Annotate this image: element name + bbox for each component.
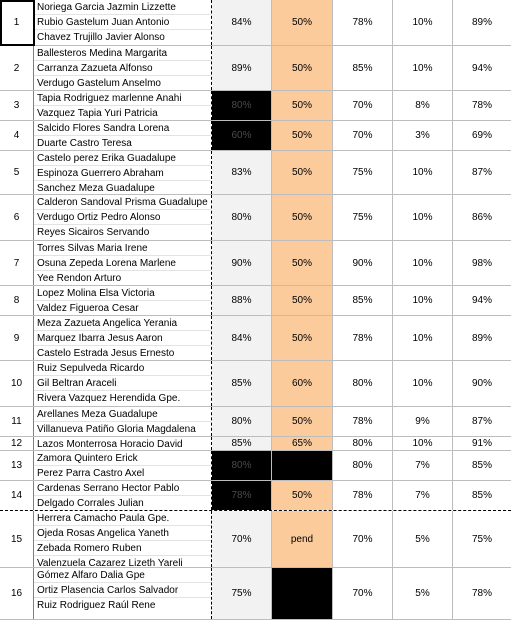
student-name: Herrera Camacho Paula Gpe. [34,511,211,526]
score-cell-d[interactable]: 10% [393,316,453,360]
score-cell-c[interactable]: 70% [333,568,393,619]
score-cell-d[interactable]: 7% [393,451,453,480]
student-name: Verdugo Gastelum Anselmo [37,78,161,89]
names-cell[interactable] [34,568,212,619]
score-cell-d[interactable]: 9% [393,407,453,436]
row-number-cell[interactable]: 7 [0,241,34,285]
score-cell-d[interactable]: 10% [393,46,453,90]
row-number-cell[interactable]: 12 [0,437,34,450]
final-score-cell[interactable]: 87% [471,416,492,427]
final-score-cell[interactable]: 78% [471,588,492,599]
score-cell-b[interactable]: 50% [272,0,333,45]
final-score-cell[interactable]: 94% [471,62,492,74]
student-name: Lopez Molina Elsa Victoria [34,286,211,301]
row-number-cell[interactable]: 11 [0,407,34,436]
student-name: Zamora Quintero Erick [34,451,211,466]
final-score-cell[interactable]: 89% [471,332,492,344]
row-number-cell[interactable]: 4 [0,121,34,150]
score-cell-b[interactable]: 50% [272,481,333,510]
student-name: Valenzuela Cazarez Lizeth Yareli [37,558,183,567]
score-cell-c[interactable]: 75% [333,151,393,194]
score-cell-b[interactable]: 50% [272,151,333,194]
table-row [0,121,511,151]
score-cell-c[interactable]: 70% [333,511,393,567]
score-cell-a[interactable]: 85% [212,361,272,406]
score-cell-d[interactable]: 10% [393,361,453,406]
names-cell[interactable] [34,241,212,285]
student-name: Marquez Ibarra Jesus Aaron [34,331,211,346]
names-cell[interactable] [34,361,212,406]
final-score-cell[interactable]: 98% [471,257,492,269]
names-cell[interactable] [34,151,212,194]
student-name: Meza Zazueta Angelica Yerania [34,316,211,331]
final-score-cell[interactable]: 75% [471,533,492,545]
final-score-cell[interactable]: 86% [471,212,492,223]
score-cell-b[interactable]: 50% [272,46,333,90]
score-cell-b[interactable]: 50% [272,91,333,120]
score-cell-a[interactable]: 80% [212,195,272,240]
score-cell-b[interactable] [272,568,333,619]
score-cell-d[interactable]: 8% [393,91,453,120]
student-name: Ruiz Rodriguez Raúl Rene [37,600,156,611]
student-name: Vazquez Tapia Yuri Patricia [37,108,158,119]
student-name: Yee Rendon Arturo [37,273,122,284]
table-row [0,0,511,46]
final-score-cell[interactable]: 85% [471,460,492,471]
score-cell-b[interactable]: 50% [272,241,333,285]
score-cell-d[interactable]: 5% [393,511,453,567]
score-cell-b[interactable]: 50% [272,286,333,315]
names-cell[interactable] [34,195,212,240]
student-name: Sanchez Meza Guadalupe [37,183,155,194]
table-row [0,91,511,121]
score-cell-c[interactable]: 78% [333,316,393,360]
final-score-cell[interactable]: 91% [471,438,492,449]
score-cell-b[interactable]: 50% [272,407,333,436]
score-cell-a[interactable]: 75% [212,568,272,619]
score-cell-a[interactable]: 88% [212,286,272,315]
names-cell[interactable] [34,121,212,150]
final-score-cell[interactable]: 87% [471,167,492,178]
student-name: Osuna Zepeda Lorena Marlene [34,256,211,271]
student-name: Castelo Estrada Jesus Ernesto [37,348,175,359]
score-cell-b[interactable]: 50% [272,316,333,360]
student-name: Gil Beltran Araceli [34,376,211,391]
final-score-cell[interactable]: 94% [471,295,492,306]
names-cell[interactable] [34,437,212,450]
final-score-cell[interactable]: 89% [471,17,492,28]
score-cell-c[interactable]: 75% [333,195,393,240]
student-name: Tapia Rodriguez marlenne Anahi [34,91,211,106]
score-cell-d[interactable]: 7% [393,481,453,510]
student-name: Verdugo Ortiz Pedro Alonso [34,210,211,225]
score-cell-a[interactable]: 80% [212,451,272,480]
score-cell-a[interactable]: 80% [212,91,272,120]
table-row [0,195,511,241]
score-cell-a[interactable]: 85% [212,437,272,450]
score-cell-b[interactable] [272,451,333,480]
score-cell-a[interactable]: 84% [212,316,272,360]
table-row [0,241,511,286]
table-row [0,568,511,620]
row-number-cell[interactable]: 6 [0,195,34,240]
score-cell-d[interactable]: 10% [393,151,453,194]
score-cell-a[interactable]: 90% [212,241,272,285]
table-row [0,511,511,568]
row-number-cell[interactable]: 13 [0,451,34,480]
table-row [0,437,511,451]
score-cell-b[interactable]: 60% [272,361,333,406]
score-cell-c[interactable]: 80% [333,451,393,480]
score-cell-b[interactable]: 50% [272,195,333,240]
table-row [0,407,511,437]
student-name: Villanueva Patiño Gloria Magdalena [37,424,196,435]
row-number-cell[interactable]: 16 [0,568,34,619]
student-name: Chavez Trujillo Javier Alonso [37,32,165,43]
student-name: Calderon Sandoval Prisma Guadalupe [34,195,211,210]
row-number-cell[interactable]: 15 [0,511,34,567]
score-cell-c[interactable]: 70% [333,121,393,150]
student-name: Ortiz Plasencia Carlos Salvador [34,583,211,598]
student-name: Rubio Gastelum Juan Antonio [34,15,211,30]
student-name: Duarte Castro Teresa [37,138,132,149]
table-row [0,451,511,481]
student-name: Espinoza Guerrero Abraham [34,166,211,181]
row-number-cell[interactable]: 5 [0,151,34,194]
score-cell-d[interactable]: 3% [393,121,453,150]
score-cell-c[interactable]: 70% [333,91,393,120]
student-name: Cardenas Serrano Hector Pablo [34,481,211,496]
score-cell-b[interactable]: pend [272,511,333,567]
score-cell-c[interactable]: 78% [333,481,393,510]
score-cell-a[interactable]: 60% [212,121,272,150]
score-cell-d[interactable]: 10% [393,0,453,45]
student-name: Rivera Vazquez Herendida Gpe. [37,393,181,404]
table-row [0,151,511,195]
student-name: Carranza Zazueta Alfonso [34,61,211,76]
row-number-cell[interactable]: 9 [0,316,34,360]
score-cell-b[interactable]: 50% [272,121,333,150]
names-cell[interactable] [34,91,212,120]
score-cell-d[interactable]: 10% [393,195,453,240]
final-score-cell[interactable]: 90% [471,378,492,389]
student-name: Delgado Corrales Julian [37,498,144,509]
student-name: Zebada Romero Ruben [34,541,211,556]
table-row [0,361,511,407]
student-name: Ojeda Rosas Angelica Yaneth [34,526,211,541]
score-cell-a[interactable]: 70% [212,511,272,567]
names-cell[interactable] [34,46,212,90]
final-score-cell[interactable]: 78% [471,100,492,111]
score-cell-a[interactable]: 89% [212,46,272,90]
score-cell-c[interactable]: 85% [333,46,393,90]
table-row [0,46,511,91]
names-cell[interactable] [34,286,212,315]
names-cell[interactable] [34,511,212,567]
row-number-cell[interactable]: 14 [0,481,34,510]
row-number-cell[interactable]: 3 [0,91,34,120]
table-row [0,286,511,316]
score-cell-d[interactable]: 10% [393,241,453,285]
names-cell[interactable] [34,451,212,480]
score-cell-d[interactable]: 10% [393,437,453,450]
row-number-cell[interactable]: 1 [0,0,34,45]
score-cell-b[interactable]: 65% [272,437,333,450]
table-row [0,481,511,511]
table-row [0,316,511,361]
names-cell[interactable] [34,316,212,360]
student-name: Ruiz Sepulveda Ricardo [34,361,211,376]
final-score-cell[interactable]: 85% [471,490,492,501]
score-cell-c[interactable]: 85% [333,286,393,315]
student-name: Lazos Monterrosa Horacio David [37,439,183,450]
student-name: Ballesteros Medina Margarita [34,46,211,61]
student-name: Torres Silvas Maria Irene [34,241,211,256]
score-cell-d[interactable]: 5% [393,568,453,619]
names-cell[interactable] [34,407,212,436]
names-cell[interactable] [34,0,212,45]
student-name: Perez Parra Castro Axel [37,468,145,479]
score-cell-a[interactable]: 83% [212,151,272,194]
row-number-cell[interactable]: 2 [0,46,34,90]
row-number-cell[interactable]: 8 [0,286,34,315]
score-cell-a[interactable]: 84% [212,0,272,45]
score-cell-a[interactable]: 80% [212,407,272,436]
score-cell-c[interactable]: 80% [333,361,393,406]
score-cell-c[interactable]: 90% [333,241,393,285]
score-cell-c[interactable]: 80% [333,437,393,450]
score-cell-c[interactable]: 78% [333,407,393,436]
student-name: Reyes Sicairos Servando [37,227,150,238]
row-number-cell[interactable]: 10 [0,361,34,406]
student-name: Valdez Figueroa Cesar [37,303,139,314]
student-name: Noriega Garcia Jazmin Lizzette [34,0,211,15]
names-cell[interactable] [34,481,212,510]
score-cell-c[interactable]: 78% [333,0,393,45]
student-name: Castelo perez Erika Guadalupe [34,151,211,166]
student-name: Arellanes Meza Guadalupe [34,407,211,422]
student-name: Salcido Flores Sandra Lorena [34,121,211,136]
final-score-cell[interactable]: 69% [471,130,492,141]
student-name: Gómez Alfaro Dalia Gpe [34,568,211,583]
score-cell-d[interactable]: 10% [393,286,453,315]
score-cell-a[interactable]: 78% [212,481,272,510]
